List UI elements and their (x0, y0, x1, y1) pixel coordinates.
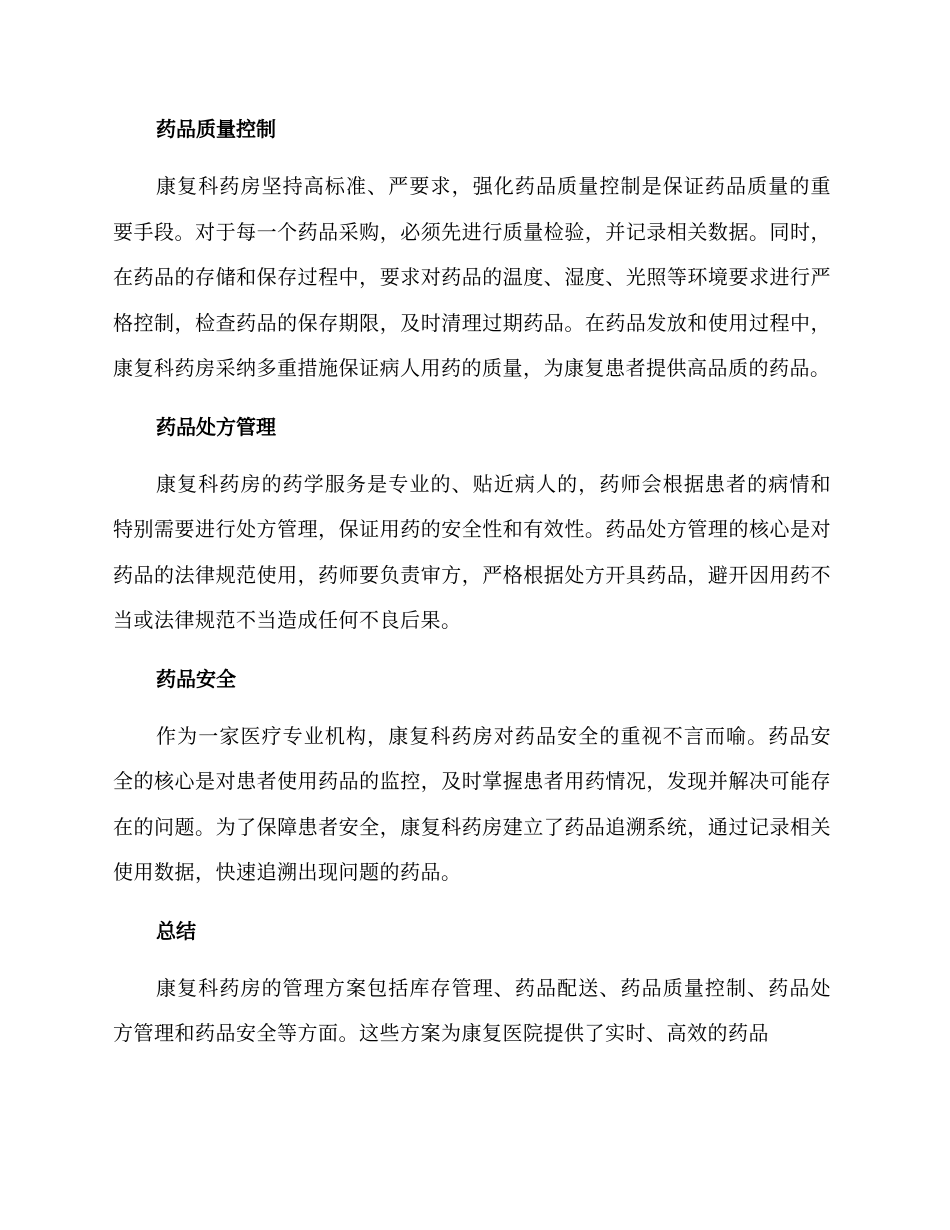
section-quality-control (113, 106, 831, 392)
document-body (113, 106, 831, 1057)
section-paragraph: 康复科药房坚持高标准、严要求，强化药品质量控制是保证药品质量的重要手段。对于每一个药品采购，必须先进行质量检验，并记录相关数据。同时，在药品的存储和保存过程中，要求对药品的温度、湿度、光照等环境要求进行严格控制，检查药品的保存期限，及时清理过期药品。在药品发放和使用过程中，康复科药房采纳多重措施保证病人用药的质量，为康复患者提供高品质的药品。 (113, 174, 831, 380)
section-prescription-management (113, 404, 831, 644)
section-heading: 药品处方管理 (156, 414, 276, 439)
section-drug-safety (113, 656, 831, 896)
section-paragraph: 康复科药房的药学服务是专业的、贴近病人的，药师会根据患者的病情和特别需要进行处方管理，保证用药的安全性和有效性。药品处方管理的核心是对药品的法律规范使用，药师要负责审方，严格根据处方开具药品，避开因用药不当或法律规范不当造成任何不良后果。 (113, 471, 831, 632)
section-heading: 药品质量控制 (156, 117, 276, 141)
section-heading: 药品安全 (156, 666, 236, 691)
section-paragraph: 康复科药房的管理方案包括库存管理、药品配送、药品质量控制、药品处方管理和药品安全等方面。这些方案为康复医院提供了实时、高效的药品 (113, 975, 831, 1045)
section-paragraph: 作为一家医疗专业机构，康复科药房对药品安全的重视不言而喻。药品安全的核心是对患者使用药品的监控，及时掌握患者用药情况，发现并解决可能存在的问题。为了保障患者安全，康复科药房建立了药品追溯系统，通过记录相关使用数据，快速追溯出现问题的药品。 (113, 723, 831, 884)
section-summary (113, 908, 831, 1057)
section-heading: 总结 (156, 918, 196, 943)
